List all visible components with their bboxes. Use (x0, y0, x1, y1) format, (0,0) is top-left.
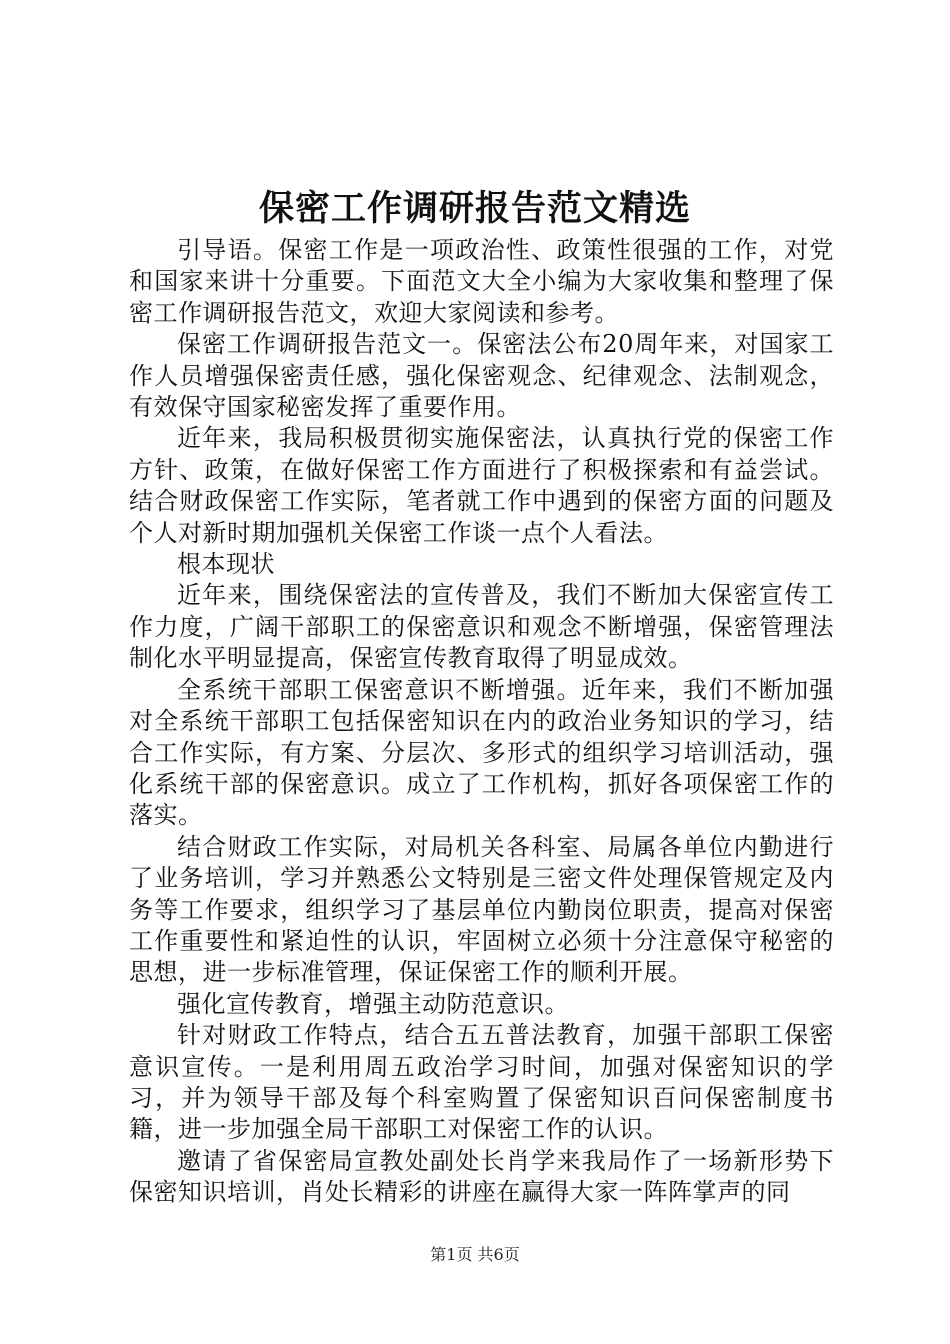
paragraph-training: 结合财政工作实际，对局机关各科室、局属各单位内勤进行了业务培训，学习并熟悉公文特别是三密文件处理保管规定及内务等工作要求，组织学习了基层单位内勤岗位职责，提高对保密工作重要性和紧迫性的认识，牢固树立必须十分注意保守秘密的思想，进一步标准管理，保证保密工作的顺利开展。 (129, 832, 834, 987)
paragraph-intro: 引导语。保密工作是一项政治性、政策性很强的工作，对党和国家来讲十分重要。下面范文大全小编为大家收集和整理了保密工作调研报告范文，欢迎大家阅读和参考。 (129, 236, 834, 327)
paragraph-awareness: 全系统干部职工保密意识不断增强。近年来，我们不断加强对全系统干部职工包括保密知识在内的政治业务知识的学习，结合工作实际，有方案、分层次、多形式的组织学习培训活动，强化系统干部的保密意识。成立了工作机构，抓好各项保密工作的落实。 (129, 675, 834, 830)
page-footer: 第1页 共6页 (430, 1245, 520, 1264)
section-heading-status: 根本现状 (177, 550, 275, 579)
paragraph-publicity-measures: 针对财政工作特点，结合五五普法教育，加强干部职工保密意识宣传。一是利用周五政治学习时间，加强对保密知识的学习，并为领导干部及每个科室购置了保密知识百问保密制度书籍，进一步加强全局干部职工对保密工作的认识。 (129, 1021, 834, 1144)
paragraph-recent-years: 近年来，我局积极贯彻实施保密法，认真执行党的保密工作方针、政策，在做好保密工作方面进行了积极探索和有益尝试。结合财政保密工作实际，笔者就工作中遇到的保密方面的问题及个人对新时期加强机关保密工作谈一点个人看法。 (129, 424, 834, 547)
paragraph-sample-one: 保密工作调研报告范文一。保密法公布20周年来，对国家工作人员增强保密责任感，强化保密观念、纪律观念、法制观念，有效保守国家秘密发挥了重要作用。 (129, 330, 834, 422)
paragraph-lecture: 邀请了省保密局宣教处副处长肖学来我局作了一场新形势下保密知识培训，肖处长精彩的讲座在赢得大家一阵阵掌声的同 (129, 1146, 834, 1207)
document-body (129, 235, 834, 1209)
section-heading-education: 强化宣传教育，增强主动防范意识。 (177, 989, 569, 1018)
document-title: 保密工作调研报告范文精选 (258, 188, 691, 229)
paragraph-publicity: 近年来，围绕保密法的宣传普及，我们不断加大保密宣传工作力度，广阔干部职工的保密意识和观念不断增强，保密管理法制化水平明显提高，保密宣传教育取得了明显成效。 (129, 581, 834, 673)
